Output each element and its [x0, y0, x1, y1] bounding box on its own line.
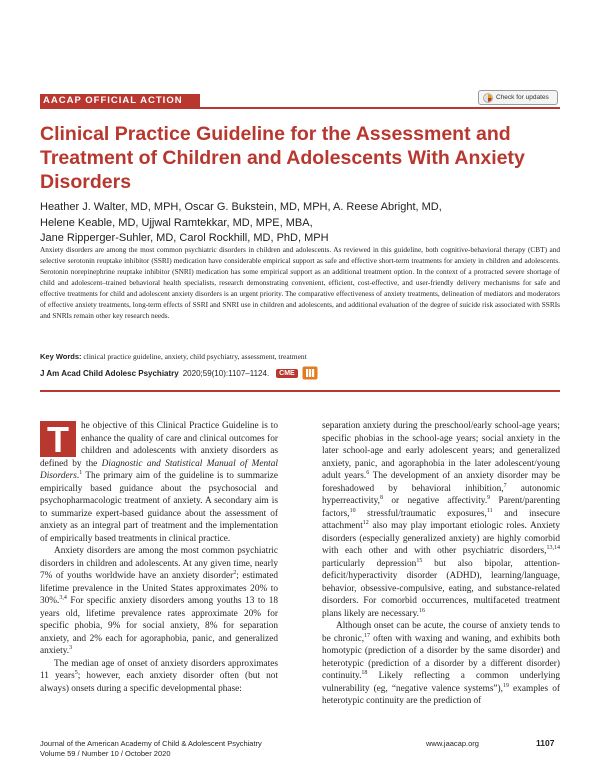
body-paragraph: Anxiety disorders are among the most common psychiatric disorders in children and adolescents. At any given time, nearly 7% of youths worldwide have an anxiety disorder$^2$; estimated lifetime prevalence in the United States approximates 20% to 30%.$^{3,4}$ For specific anxiety disorders among youths 13 to 18 years old, lifetime prevalence rates approximate 20% for specific phobia, 9% for social anxiety, 8% for separation anxiety, and 2% each for agoraphobia, panic, and generalized anxiety.$^3$ [40, 546, 278, 656]
body-column-right [322, 420, 560, 708]
body-column-left [40, 420, 278, 695]
author-line: Heather J. Walter, MD, MPH, Oscar G. Bukstein, MD, MPH, A. Reese Abright, MD, [40, 201, 442, 213]
check-updates-icon [483, 93, 493, 103]
footer-journal-name: Journal of the American Academy of Child & Adolescent Psychiatry [40, 739, 262, 748]
keywords-line [40, 351, 560, 362]
article-title: Clinical Practice Guideline for the Assessment and Treatment of Children and Adolescents With Anxiety Disorders [40, 123, 525, 193]
author-line: Jane Ripperger-Suhler, MD, Carol Rockhill, MD, PhD, MPH [40, 232, 329, 244]
body-paragraph: separation anxiety during the preschool/early school-age years; specific phobias in the school-age years; social anxiety in the later school-age and early adolescent years; and generalized anxiety, panic, and agoraphobia in the later adolescent/young adult years.$^6$ The development of an anxiety disorder may be foreshadowed by behavioral inhibition,$^7$ autonomic hyperreactivity,$^8$ or negative affectivity.$^9$ Parent/parenting factors,$^{10}$ stressful/traumatic exposures,$^{11}$ and insecure attachment$^{12}$ also may play important etiologic roles. Anxiety disorders (especially generalized anxiety) are highly comorbid with each other and with other psychiatric disorders,$^{13,14}$ particularly depression$^{15}$ but also bipolar, attention-deficit/hyperactivity disorder (ADHD), learning/language, behavior, obsessive-compulsive, eating, and substance-related disorders. For comorbid occurrences, multifaceted treatment plans likely are necessary.$^{16}$ [322, 421, 560, 619]
page-number: 1107 [536, 738, 555, 748]
cme-badge[interactable]: CME [276, 369, 298, 378]
body-paragraph: Although onset can be acute, the course of anxiety tends to be chronic,$^{17}$ often with waxing and waning, and exhibits both homotypic (prediction of a disorder by the same disorder) and heterotypic (prediction of a disorder by a different disorder) continuity.$^{18}$ Likely reflecting a common underlying vulnerability (eg, “negative valence systems”),$^{19}$ examples of heterotypic continuity are the prediction of [322, 621, 560, 706]
keywords-text: clinical practice guideline, anxiety, child psychiatry, assessment, treatment [81, 352, 307, 361]
footer-journal [40, 739, 262, 759]
keywords-label: Key Words: [40, 352, 82, 361]
author-line: Helene Keable, MD, Ujjwal Ramtekkar, MD, MPE, MBA, [40, 216, 313, 229]
body-paragraph: The median age of onset of anxiety disorders approximates 11 years$^5$; however, each anxiety disorder often (but not always) onsets during a specific developmental phase: [40, 658, 278, 694]
body-paragraph: he objective of this Clinical Practice Guideline is to enhance the quality of care and clinical outcomes for children and adolescents with anxiety disorders as defined by the Diagnostic and Statistical Manual of Mental Disorders.$^1$ The primary aim of the guideline is to summarize empirically based guidance about the psychosocial and psychopharmacologic treatment of anxiety. A secondary aim is to summarize expert-based guidance about the assessment of anxiety as an integral part of treatment and the implementation of empirically based treatments in clinical practice. [40, 421, 278, 544]
citation-reference: 2020;59(10):1107–1124. [182, 368, 270, 378]
open-access-icon[interactable] [302, 366, 318, 380]
footer-website-link[interactable]: www.jaacap.org [426, 739, 479, 748]
header-rule [40, 107, 560, 109]
drop-cap: T [40, 421, 76, 457]
citation-line [40, 365, 560, 381]
section-banner: AACAP OFFICIAL ACTION [40, 94, 200, 108]
section-rule [40, 390, 560, 392]
footer-issue: Volume 59 / Number 10 / October 2020 [40, 749, 171, 758]
check-for-updates-button[interactable] [478, 90, 558, 105]
abstract: Anxiety disorders are among the most common psychiatric disorders in children and adolescents. As reviewed in this guideline, both cognitive-behavioral therapy (CBT) and selective serotonin reuptake inhibitor (SSRI) medication have considerable empirical support as safe and effective short-term treatments for anxiety in children and adolescents. Serotonin norepinephrine reuptake inhibitor (SNRI) medication has some empirical support as an additional treatment option. In the context of a protracted severe shortage of child and adolescent–trained behavioral health specialists, research demonstrating convenient, efficient, cost-effective, and user-friendly delivery mechanisms for safe and effective treatments for child and adolescent anxiety disorders is an urgent priority. The comparative effectiveness of anxiety treatments, delineation of mediators and moderators of effective anxiety treatments, long-term effects of SSRI and SNRI use in children and adolescents, and additional evaluation of the degree of suicide risk associated with SSRIs and SNRIs remain other key research needs. [40, 245, 560, 320]
citation-journal: J Am Acad Child Adolesc Psychiatry [40, 368, 179, 378]
check-updates-label: Check for updates [496, 94, 549, 101]
author-list [40, 200, 560, 247]
